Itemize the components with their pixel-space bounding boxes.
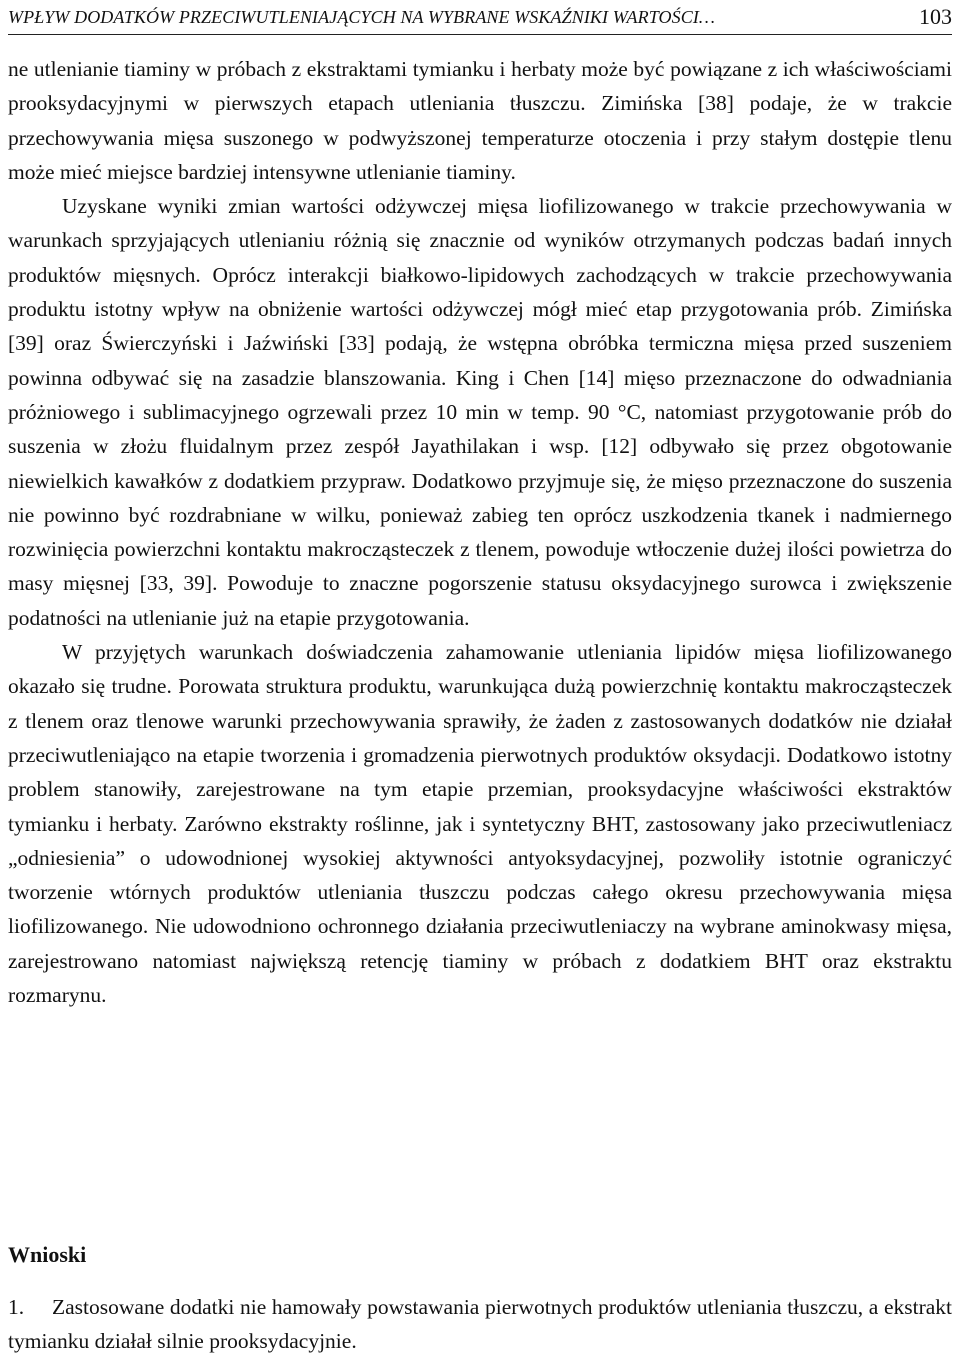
- conclusion-item-number: 1.: [8, 1295, 25, 1319]
- section-title-conclusions: Wnioski: [8, 1242, 87, 1267]
- body-text: [8, 52, 952, 1012]
- paragraph: W przyjętych warunkach doświadczenia zahamowanie utleniania lipidów mięsa liofilizowanego okazało się trudne. Porowata struktura produktu, warunkująca dużą powierzchnię kontaktu makrocząsteczek z tlenem oraz tlenowe warunki przechowywania sprawiły, że żaden z zastosowanych dodatków nie działał przeciwutleniająco na etapie tworzenia i gromadzenia pierwotnych produktów oksydacji. Dodatkowo istotny problem stanowiły, zarejestrowane na tym etapie przemian, prooksydacyjne właściwości ekstraktów tymianku i herbaty. Zarówno ekstrakty roślinne, jak i syntetyczny BHT, zastosowany jako przeciwutleniacz „odniesienia” o udowodnionej wysokiej aktywności antyoksydacyjnej, pozwoliły istotnie ograniczyć tworzenie wtórnych produktów utleniania tłuszczu podczas całego okresu przechowywania mięsa liofilizowanego. Nie udowodniono ochronnego działania przeciwutleniaczy na wybrane aminokwasy mięsa, zarejestrowano natomiast największą retencję tiaminy w próbach z dodatkiem BHT oraz ekstraktu rozmarynu.: [8, 640, 952, 1008]
- running-title: WPŁYW DODATKÓW PRZECIWUTLENIAJĄCYCH NA WYBRANE WSKAŹNIKI WARTOŚCI…: [8, 7, 716, 27]
- page-number: 103: [919, 4, 952, 29]
- paragraph: Uzyskane wyniki zmian wartości odżywczej mięsa liofilizowanego w trakcie przechowywania w warunkach sprzyjających utlenianiu różnią się znacznie od wyników otrzymanych podczas badań innych produktów mięsnych. Oprócz interakcji białkowo-lipidowych zachodzących w trakcie przechowywania produktu istotny wpływ na obniżenie wartości odżywczej mógł mieć etap przygotowania prób. Zimińska [39] oraz Świerczyński i Jaźwiński [33] podają, że wstępna obróbka termiczna mięsa przed suszeniem powinna odbywać się na zasadzie blanszowania. King i Chen [14] mięso przeznaczone do odwadniania próżniowego i sublimacyjnego ogrzewali przez 10 min w temp. 90 °C, natomiast przygotowanie prób do suszenia w złożu fluidalnym przez zespół Jayathilakan i wsp. [12] odbywało się przez obgotowanie niewielkich kawałków z dodatkiem przypraw. Dodatkowo przyjmuje się, że mięso przeznaczone do suszenia nie powinno być rozdrabniane w wilku, ponieważ zabieg ten oprócz uszkodzenia tkanek i nadmiernego rozwinięcia powierzchni kontaktu makrocząsteczek z tlenem, powoduje wtłoczenie dużej ilości powietrza do masy mięsnej [33, 39]. Powoduje to znaczne pogorszenie statusu oksydacyjnego surowca i zwiększenie podatności na utlenianie już na etapie przygotowania.: [8, 194, 952, 630]
- conclusion-item: [8, 1290, 952, 1358]
- conclusion-item-text: Zastosowane dodatki nie hamowały powstawania pierwotnych produktów utleniania tłuszczu, a ekstrakt tymianku działał silnie prooksydacyjnie.: [8, 1295, 952, 1353]
- document-page: [8, 0, 952, 1355]
- running-header: [8, 2, 952, 35]
- paragraph: ne utlenianie tiaminy w próbach z ekstraktami tymianku i herbaty może być powiązane z ich właściwościami prooksydacyjnymi w pierwszych etapach utleniania tłuszczu. Zimińska [38] podaje, że w trakcie przechowywania mięsa suszonego w podwyższonej temperaturze otoczenia i przy stałym dostępie tlenu może mieć miejsce bardziej intensywne utlenianie tiaminy.: [8, 57, 952, 184]
